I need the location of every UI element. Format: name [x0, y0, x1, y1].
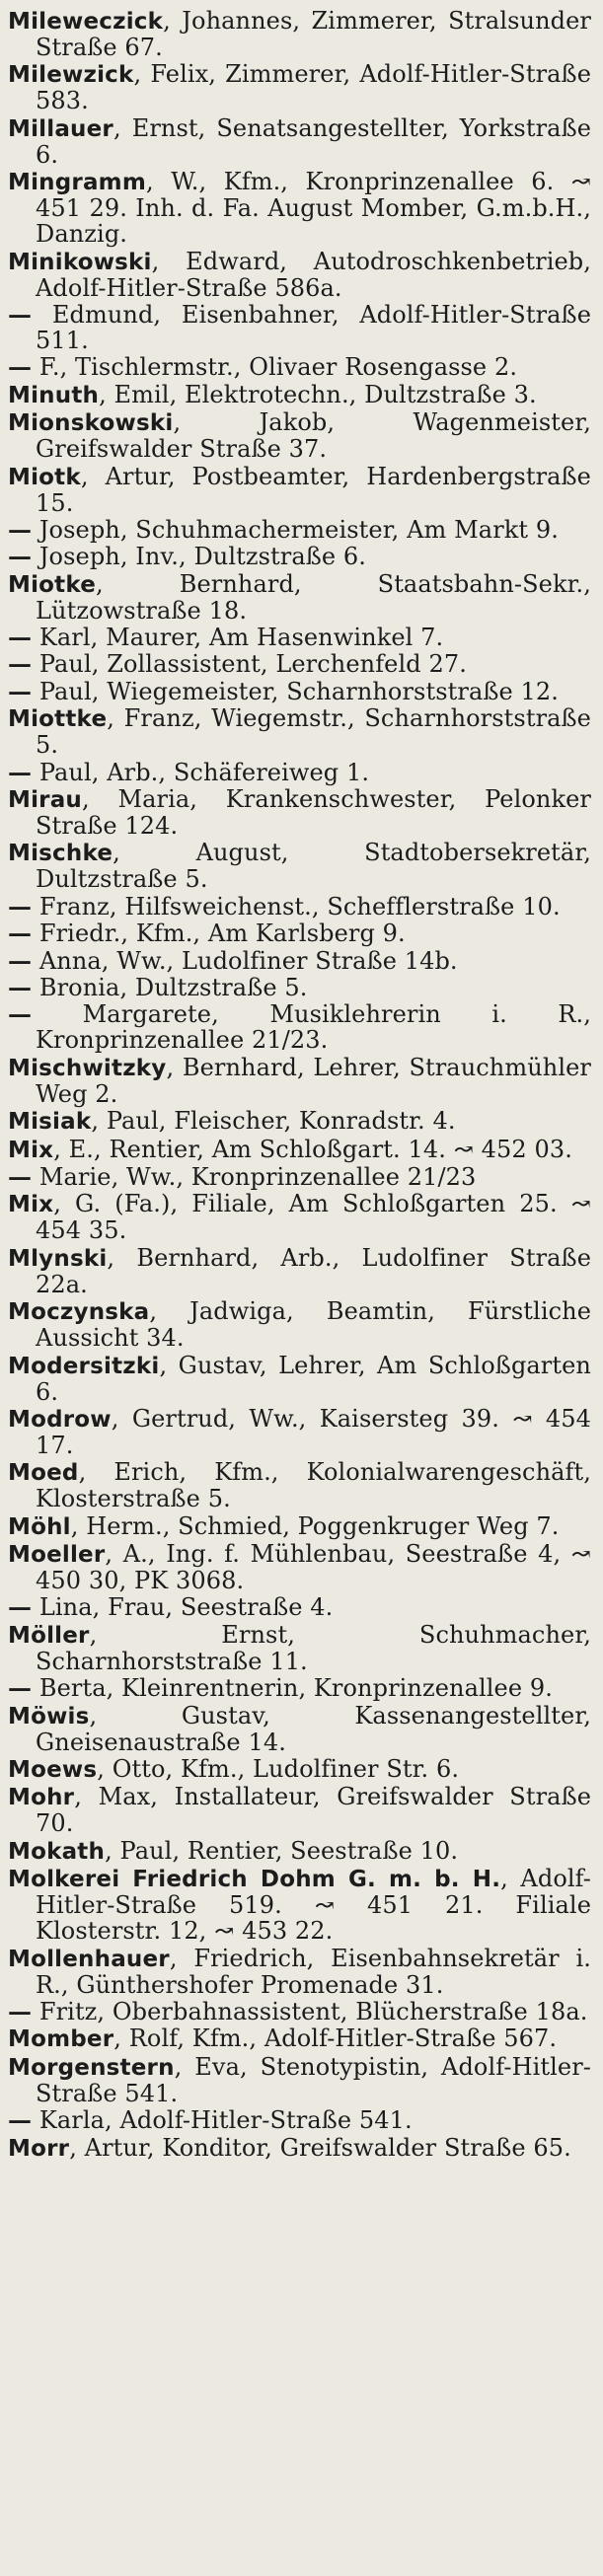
entry-surname: Moews: [8, 1757, 98, 1784]
entry-details: Berta, Kleinrentnerin, Kronprinzenallee 9.: [32, 1674, 553, 1703]
entry-surname: Misiak: [8, 1109, 92, 1136]
ditto-dash: —: [8, 623, 33, 652]
directory-entry: [8, 1001, 591, 1053]
directory-entry: [8, 1108, 591, 1135]
directory-entry: [8, 1784, 591, 1836]
ditto-dash: —: [8, 542, 33, 571]
directory-entry: [8, 382, 591, 408]
entry-details: , Emil, Elektrotechn., Dultzstraße 3.: [99, 380, 537, 408]
entry-surname: Morr: [8, 2135, 70, 2162]
entry-details: Paul, Arb., Schäfereiweg 1.: [32, 758, 370, 786]
entry-details: , Adolf-Hitler-Straße 519. ↝ 451 21. Filiale Klosterstr. 12, ↝ 453 22.: [36, 1865, 591, 1946]
entry-details: , Jadwiga, Beamtin, Fürstliche Aussicht 34.: [36, 1297, 591, 1353]
entry-surname: Miotk: [8, 464, 81, 490]
entry-details: , G. (Fa.), Filiale, Am Schloßgarten 25. ↝ 454 35.: [36, 1190, 591, 1245]
entry-surname: Moeller: [8, 1542, 106, 1569]
entry-details: Karl, Maurer, Am Hasenwinkel 7.: [32, 624, 444, 652]
directory-entry: [8, 249, 591, 301]
directory-entry: [8, 1946, 591, 1998]
entry-details: , Max, Installateur, Greifswalder Straße 70.: [36, 1783, 591, 1838]
directory-entry: [8, 1245, 591, 1297]
entry-details: , Herm., Schmied, Poggenkruger Weg 7.: [70, 1511, 560, 1540]
directory-entry: [8, 1866, 591, 1944]
directory-entry: [8, 354, 591, 380]
directory-entry: [8, 705, 591, 758]
entry-surname: Möwis: [8, 1703, 90, 1730]
directory-entry: [8, 409, 591, 462]
entry-surname: Mix: [8, 1137, 54, 1163]
entry-surname: Millauer: [8, 115, 113, 142]
entry-details: Joseph, Schuhmachermeister, Am Markt 9.: [32, 515, 559, 544]
directory-entry: [8, 2135, 591, 2162]
directory-entry: [8, 2054, 591, 2106]
ditto-dash: —: [8, 299, 33, 329]
entry-surname: Mingramm: [8, 170, 147, 196]
entry-details: , Artur, Postbeamter, Hardenbergstraße 15.: [36, 462, 591, 517]
directory-entry: [8, 299, 591, 354]
entry-details: Friedr., Kfm., Am Karlsberg 9.: [32, 920, 406, 948]
entry-surname: Mollenhauer: [8, 1946, 170, 1972]
directory-entry: [8, 1406, 591, 1458]
entry-surname: Moczynska: [8, 1299, 150, 1326]
ditto-dash: —: [8, 972, 33, 1001]
entry-details: Paul, Zollassistent, Lerchenfeld 27.: [32, 650, 467, 679]
entry-details: Marie, Ww., Kronprinzenallee 21/23: [32, 1162, 477, 1191]
directory-entry: [8, 571, 591, 624]
entry-details: Bronia, Dultzstraße 5.: [32, 973, 308, 1001]
directory-entry: [8, 625, 591, 650]
directory-entry: [8, 2107, 591, 2133]
directory-entry: [8, 757, 591, 786]
entry-details: , Paul, Rentier, Seestraße 10.: [105, 1836, 459, 1865]
directory-entry: [8, 544, 591, 569]
entry-details: Fritz, Oberbahnassistent, Blücherstraße 18a.: [32, 1997, 588, 2025]
entry-surname: Mlynski: [8, 1245, 108, 1272]
entry-details: , Franz, Wiegemstr., Scharnhorststraße 5.: [36, 704, 591, 760]
directory-entry: [8, 1459, 591, 1511]
directory-entry: [8, 1298, 591, 1351]
directory-entry: [8, 1838, 591, 1865]
entry-details: , Edward, Autodroschkenbetrieb, Adolf-Hitler-Straße 586a.: [36, 247, 591, 302]
entry-details: , Bernhard, Staatsbahn-Sekr., Lützowstraße 18.: [36, 569, 591, 625]
directory-entry: [8, 1756, 591, 1783]
directory-entry: [8, 8, 591, 60]
directory-entry: [8, 891, 591, 920]
directory-entry: [8, 1513, 591, 1540]
directory-entry: [8, 945, 591, 975]
entry-surname: Miotke: [8, 571, 97, 598]
entry-surname: Milewzick: [8, 62, 134, 89]
ditto-dash: —: [8, 1592, 33, 1622]
ditto-dash: —: [8, 1673, 33, 1703]
directory-entry: [8, 1353, 591, 1405]
entry-details: , Gustav, Kassenangestellter, Gneisenaustraße 14.: [36, 1701, 591, 1756]
entry-details: Paul, Wiegemeister, Scharnhorststraße 12.: [32, 677, 559, 705]
entry-details: , Gertrud, Ww., Kaisersteg 39. ↝ 454 17.: [36, 1404, 591, 1459]
directory-entry: [8, 920, 591, 946]
ditto-dash: —: [8, 945, 33, 975]
entry-details: , Rolf, Kfm., Adolf-Hitler-Straße 567.: [113, 2024, 558, 2053]
entry-surname: Minikowski: [8, 249, 152, 275]
entry-surname: Mischke: [8, 841, 113, 867]
entry-details: , Gustav, Lehrer, Am Schloßgarten 6.: [36, 1351, 591, 1406]
entry-details: , A., Ing. f. Mühlenbau, Seestraße 4, ↝ 450 30, PK 3068.: [36, 1540, 591, 1595]
entry-surname: Modrow: [8, 1406, 112, 1433]
entry-details: , Ernst, Schuhmacher, Scharnhorststraße 11.: [36, 1620, 591, 1675]
entry-surname: Minuth: [8, 382, 100, 408]
directory-entry: [8, 464, 591, 516]
entry-surname: Moed: [8, 1460, 79, 1487]
entry-details: F., Tischlermstr., Olivaer Rosengasse 2.: [32, 353, 518, 382]
entry-surname: Mileweczick: [8, 9, 164, 35]
entry-details: , W., Kfm., Kronprinzenallee 6. ↝ 451 29. Inh. d. Fa. August Momber, G.m.b.H., Danzig.: [36, 168, 591, 249]
directory-entry: [8, 514, 591, 544]
entry-details: , August, Stadtobersekretär, Dultzstraße 5.: [36, 839, 591, 894]
entry-surname: Mokath: [8, 1838, 106, 1865]
entry-details: Edmund, Eisenbahner, Adolf-Hitler-Straße 511.: [32, 300, 591, 354]
entry-surname: Möhl: [8, 1513, 71, 1540]
ditto-dash: —: [8, 1996, 33, 2025]
entry-details: Lina, Frau, Seestraße 4.: [32, 1593, 334, 1622]
entry-details: , Johannes, Zimmerer, Stralsunder Straße 67.: [36, 7, 591, 61]
entry-surname: Mohr: [8, 1785, 75, 1811]
entry-surname: Morgenstern: [8, 2054, 175, 2081]
entry-surname: Molkerei Friedrich Dohm G. m. b. H.: [8, 1867, 501, 1893]
entry-surname: Mix: [8, 1192, 54, 1218]
directory-entry: [8, 1675, 591, 1701]
entry-details: , Felix, Zimmerer, Adolf-Hitler-Straße 583.: [36, 60, 591, 115]
entry-details: , Jakob, Wagenmeister, Greifswalder Straße 37.: [36, 408, 591, 464]
directory-entry: [8, 1137, 591, 1163]
ditto-dash: —: [8, 891, 33, 920]
directory-entry: [8, 2025, 591, 2052]
directory-entry: [8, 676, 591, 705]
directory-entry: [8, 1996, 591, 2025]
ditto-dash: —: [8, 2105, 33, 2135]
directory-entry: [8, 1703, 591, 1755]
entry-surname: Mischwitzky: [8, 1055, 167, 1081]
entry-details: , Paul, Fleischer, Konradstr. 4.: [91, 1107, 456, 1136]
entry-details: , Bernhard, Lehrer, Strauchmühler Weg 2.: [36, 1053, 591, 1108]
entry-details: Anna, Ww., Ludolfiner Straße 14b.: [32, 946, 458, 975]
ditto-dash: —: [8, 1161, 33, 1191]
directory-entry: [8, 651, 591, 677]
directory-entry: [8, 972, 591, 1001]
entry-surname: Mirau: [8, 787, 83, 814]
entry-details: , Erich, Kfm., Kolonialwarengeschäft, Klosterstraße 5.: [36, 1458, 591, 1513]
entry-surname: Momber: [8, 2026, 114, 2053]
ditto-dash: —: [8, 649, 33, 679]
entry-details: Margarete, Musiklehrerin i. R., Kronprinzenallee 21/23.: [32, 1000, 591, 1055]
directory-entry: [8, 1055, 591, 1107]
directory-entry: [8, 786, 591, 839]
entry-surname: Mionskowski: [8, 410, 174, 437]
directory-entry: [8, 1541, 591, 1593]
directory-entry: [8, 61, 591, 113]
entry-details: , Friedrich, Eisenbahnsekretär i. R., Günthershofer Promenade 31.: [36, 1944, 591, 1999]
ditto-dash: —: [8, 352, 33, 382]
entry-surname: Miottke: [8, 706, 108, 733]
entry-details: Karla, Adolf-Hitler-Straße 541.: [32, 2106, 413, 2135]
entry-details: , Ernst, Senatsangestellter, Yorkstraße 6.: [36, 113, 591, 169]
ditto-dash: —: [8, 514, 33, 544]
directory-entry: [8, 1594, 591, 1620]
entry-details: , E., Rentier, Am Schloßgart. 14. ↝ 452 03.: [53, 1135, 572, 1163]
entry-details: , Bernhard, Arb., Ludolfiner Straße 22a.: [36, 1243, 591, 1298]
entry-surname: Modersitzki: [8, 1353, 160, 1379]
directory-entry: [8, 169, 591, 247]
entry-details: , Artur, Konditor, Greifswalder Straße 65.: [69, 2133, 571, 2162]
entry-details: , Eva, Stenotypistin, Adolf-Hitler-Straße 541.: [36, 2052, 591, 2107]
directory-entry: [8, 840, 591, 892]
ditto-dash: —: [8, 757, 33, 786]
entry-details: , Maria, Krankenschwester, Pelonker Straße 124.: [36, 785, 591, 841]
directory-entry: [8, 1622, 591, 1674]
entry-details: , Otto, Kfm., Ludolfiner Str. 6.: [97, 1755, 460, 1784]
ditto-dash: —: [8, 999, 33, 1029]
entry-surname: Möller: [8, 1622, 90, 1649]
ditto-dash: —: [8, 919, 33, 948]
directory-entry: [8, 1191, 591, 1243]
entry-details: Franz, Hilfsweichenst., Schefflerstraße 10.: [32, 892, 561, 920]
directory-entry: [8, 115, 591, 168]
entry-details: Joseph, Inv., Dultzstraße 6.: [32, 543, 367, 571]
ditto-dash: —: [8, 676, 33, 705]
directory-entry: [8, 1161, 591, 1191]
